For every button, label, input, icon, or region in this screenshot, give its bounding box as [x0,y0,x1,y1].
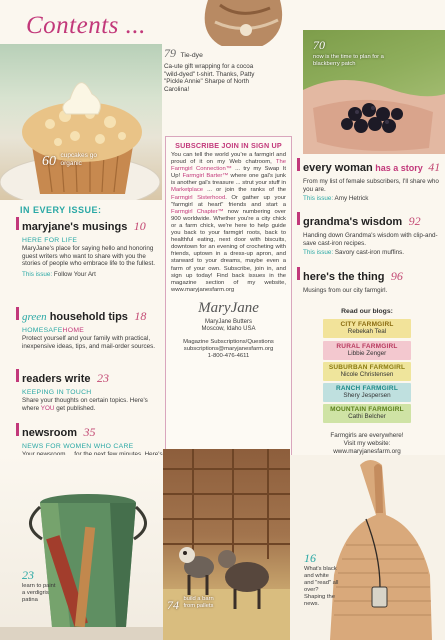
barn-photo [163,449,290,640]
signature-place: Moscow, Idaho USA [201,326,256,333]
blog-author: Nicole Christensen [340,371,394,378]
grandma-section [297,212,443,257]
blog-rural-farmgirl[interactable] [323,341,411,360]
readers-section [16,369,166,412]
barn-page-number[interactable]: 74 [167,598,179,612]
tie-dye-title: Tie-dye [180,52,203,59]
blackberry-photo [303,30,445,154]
every-woman-title-a: every woman [303,162,373,174]
contact-heading: Magazine Subscriptions/Questions [183,338,274,345]
bucket-illustration [0,455,163,640]
heres-thing-page-number[interactable]: 96 [390,269,403,283]
blog-author: Shery Jespersen [343,392,391,399]
musings-subtitle: HERE FOR LIFE [22,237,78,244]
readers-text-you: YOU [40,404,55,412]
every-woman-issue-label: This issue: [303,195,334,203]
readers-text-b: get published. [54,404,96,412]
newsroom-page-number[interactable]: 35 [83,425,96,439]
blog-title: CITY FARMGIRL [340,321,394,328]
section-marker [297,158,300,171]
subscribe-body-b: ... try my Swap It Up! [171,166,286,180]
heres-thing-title: here's the thing [303,271,385,283]
blog-title: SUBURBAN FARMGIRL [328,364,406,371]
musings-section [16,217,166,278]
subscribe-heading: SUBSCRIBE JOIN IN SIGN UP [175,141,282,150]
chapter-link[interactable]: Farmgirl Chapter™ [171,208,224,215]
grandma-page-number[interactable]: 92 [408,214,421,228]
cupcake-page-number[interactable]: 60 [42,154,56,169]
section-marker [16,369,19,382]
heres-thing-text: Musings from our city farmgirl. [303,287,388,294]
bw-caption: What's black and white and "read" all over? Shaping the news. [304,566,339,607]
blogs-heading: Read our blogs: [341,308,393,315]
tie-dye-page-number[interactable]: 79 [164,46,176,60]
newsroom-subtitle: NEWS FOR WOMEN WHO CARE [22,443,134,450]
blogs-footer-1: Farmgirls are everywhere! [330,432,404,439]
verdigris-caption: learn to paint a verdigris patina [22,583,56,603]
marketplace-link[interactable]: Marketplace [171,187,204,194]
grandma-text: Handing down Grandma's wisdom with clip-and-save cast-iron recipes. [303,232,438,247]
every-woman-section [297,158,443,203]
musings-page-number[interactable]: 10 [133,219,146,233]
household-title-green: green [22,311,47,323]
grandma-issue-label: This issue: [303,249,334,257]
tie-dye-photo [190,0,294,46]
grandma-issue-value: Savory cast-iron muffins. [334,249,405,257]
signature-name: MaryJane Butters [204,318,253,325]
every-woman-page-number[interactable]: 41 [428,160,441,174]
subscribe-body-e: . Or gather up your "farmgirl at heart" friends and start a [171,194,286,208]
readers-page-number[interactable]: 23 [96,371,109,385]
subscribe-body-f: now numbering over 900 worldwide. Whether you're a city chick or a farm chick, we're here to help guide you back to your farmgirl roots, back to healthful eating, next door with biscuits, downtown for an evening of crocheting with friends, uptown in a dress-up apron, and starward to your dreams, maybe even a farm of your own. Subscribe, join in, and sign up today! Find back issues in the magazine section of my website, www.maryjanesfarm.org [171,208,286,293]
blog-author: Libbie Zenger [347,350,387,357]
section-marker [16,217,19,230]
blog-author: Cathi Belcher [348,413,386,420]
musings-text: MaryJane's place for saying hello and honoring guest writers who want to share with you the stories of people who embrace life to the fullest. [22,245,156,268]
grandma-title: grandma's wisdom [303,216,403,228]
signature: MaryJane [198,299,259,316]
musings-issue-label: This issue: [22,270,53,278]
household-subtitle-a: HOMESAFE [22,327,63,334]
household-title: household tips [46,311,128,323]
page-title: Contents ... [26,12,146,39]
tie-dye-text: Ca-ute gift wrapping for a cocoa "wild-dyed" t-shirt. Thanks, Patty "Pickle Annie" Sharpe of North Carolina! [164,63,255,93]
readers-subtitle: KEEPING IN TOUCH [22,389,92,396]
newsprint-bust-photo [290,455,445,640]
blog-suburban-farmgirl[interactable] [323,362,411,381]
sisterhood-link[interactable]: Farmgirl Sisterhood [171,194,226,201]
section-marker [297,267,300,280]
blog-mountain-farmgirl[interactable] [323,404,411,423]
household-subtitle-b: HOME [62,327,85,334]
heres-thing-section [297,267,443,295]
verdigris-page-number[interactable]: 23 [22,568,34,582]
cupcake-caption: cupcakes go organic [60,152,97,167]
musings-title: maryjane's musings [22,221,128,233]
gift-wrap-illustration [190,0,294,46]
subscribe-box [165,136,292,458]
blackberry-caption: now is the time to plan for a blackberry patch [313,54,384,67]
cupcake-photo [0,44,162,200]
every-woman-text: From my list of female subscribers, I'll share who you are. [303,178,439,193]
barn-caption: build a barn from pallets [183,596,214,609]
blog-title: RURAL FARMGIRL [336,343,398,350]
blog-title: MOUNTAIN FARMGIRL [330,406,404,413]
blackberry-page-number[interactable]: 70 [313,38,325,52]
in-every-issue-heading: IN EVERY ISSUE: [20,205,102,215]
cupcake-illustration [0,44,162,200]
contact-email[interactable]: subscriptions@maryjanesfarm.org [183,345,274,352]
connection-link[interactable]: The Farmgirl Connection™ [171,159,286,173]
household-text: Protect yourself and your family with practical, inexpensive ideas, tips, and mail-order sources. [22,335,156,350]
section-marker [16,423,19,436]
section-marker [297,212,300,225]
verdigris-photo [0,455,163,640]
readers-text-a: Share your thoughts on certain topics. Here's where [22,397,148,412]
newsroom-title: newsroom [22,427,78,439]
subscribe-body-d: ... or join the ranks of the [203,187,286,194]
blog-city-farmgirl[interactable] [323,319,411,338]
household-page-number[interactable]: 18 [134,309,147,323]
website-link[interactable]: www.maryjanesfarm.org [333,448,401,455]
bust-illustration [290,455,445,640]
every-woman-issue-value: Amy Hetrick [334,195,369,203]
subscribe-body-c: where one gal's junk is another gal's treasure ... strut your stuff in [171,173,286,187]
subscribe-body-a: You can tell the world you're a farmgirl and proud of it on my Web chatroom, [171,152,286,166]
readers-title: readers write [22,373,91,385]
blog-author: Rebekah Teal [347,328,387,335]
blogs-footer-2: Visit my website: [343,440,391,447]
section-marker [16,307,19,320]
household-section [16,307,166,350]
blog-title: RANCH FARMGIRL [335,385,399,392]
every-woman-title-b: has a story [372,163,423,173]
bw-page-number[interactable]: 16 [304,551,316,565]
musings-issue-value: Follow Your Art [53,270,96,278]
contact-phone[interactable]: 1-800-476-4611 [207,353,250,360]
blog-ranch-farmgirl[interactable] [323,383,411,402]
barter-link[interactable]: Farmgirl Barter™ [182,173,229,180]
